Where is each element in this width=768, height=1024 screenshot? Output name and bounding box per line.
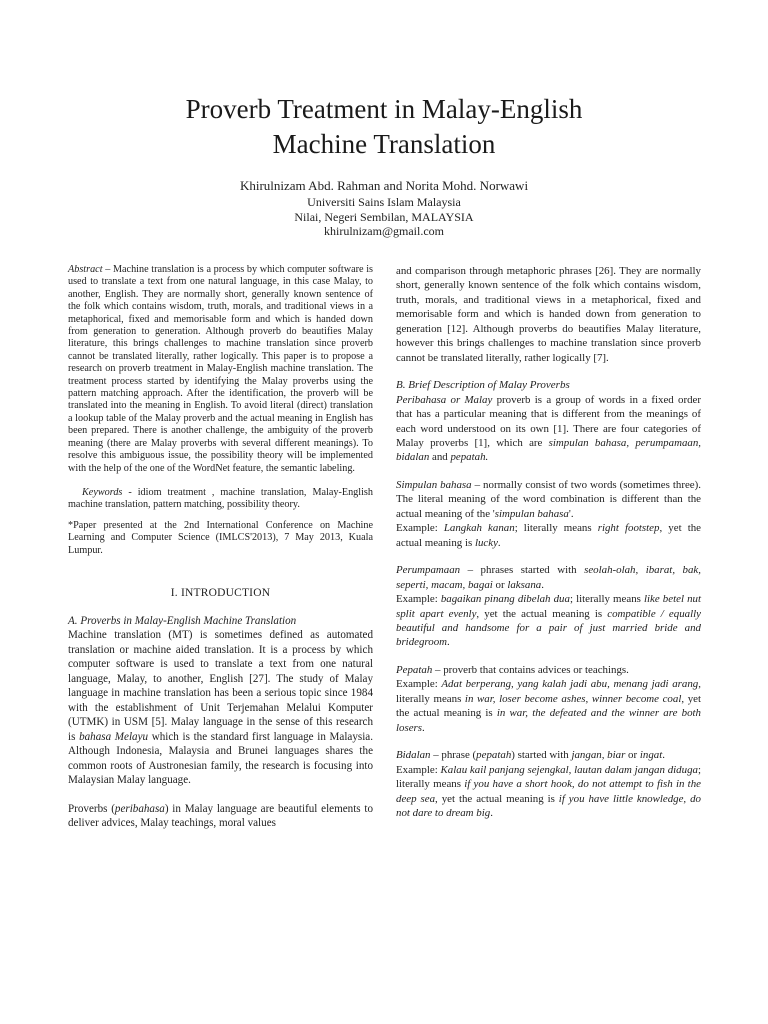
italic-term: compatible / equally beautiful and handsome for a pair of just married bride and bridegroom (396, 607, 701, 649)
abstract-label: Abstract (68, 264, 103, 275)
intro-paragraph-1 (68, 628, 373, 788)
italic-term: Adat berperang, yang kalah jadi abu, menang jadi arang (441, 678, 699, 691)
intro-text: Proverbs ( (68, 802, 115, 815)
body-text: Example: (396, 763, 441, 776)
body-text: Example: (396, 522, 444, 535)
italic-term: ingat (639, 749, 663, 762)
author-location: Nilai, Negeri Sembilan, MALAYSIA (294, 209, 474, 224)
pepatah-definition (396, 663, 701, 677)
bidalan-definition (396, 748, 701, 762)
body-text: – proverb that contains advices or teachings. (432, 663, 629, 676)
body-text: ; literally means (569, 593, 644, 606)
title-line-2: Machine Translation (272, 129, 496, 159)
italic-term: right footstep (597, 522, 660, 535)
italic-term: pepatah. (450, 451, 489, 464)
abstract-text: – Machine translation is a process by which computer software is used to translate a text from one natural language, in this case Malay, to another, English. They are normally short, generally known sentence of the folk which contains wisdom, truth, morals, and traditional views in a metaphorical, fixed and memorisable form and which is handed down from generation to generation. Although proverb do beautifies Malay literature, this brings challenges to machine translation since proverb cannot be translated literally, rather logically. This paper is to propose a research on proverb treatment in Malay-English machine translation. The treatment process started by identifying the Malay proverbs using the pattern matching approach. After the identification, the proverb will be translated into the meaning in English. To avoid literal (direct) translation a lookup table of the Malay proverb and the actual meaning in English has been prepared. There is another challenge, the ambiguity of the proverb meaning (there are Malay proverbs with several different meanings). To resolve this ambiguous issue, the possibility theory will be implemented with the help of the one of the WordNet feature, the semantic labeling. (68, 264, 373, 474)
italic-term: if you have a short hook, do not attempt to fish in the deep sea (396, 778, 701, 805)
author-block (100, 177, 668, 239)
perumpamaan-example (396, 592, 701, 650)
body-text: . (662, 749, 665, 762)
italic-term: Pepatah (396, 663, 433, 676)
body-text: Example: (396, 678, 442, 691)
italic-term: laksana (507, 578, 542, 591)
italic-term: Kalau kail panjang sejengkal, lautan dalam jangan diduga (440, 763, 698, 776)
simpulan-bahasa-definition (396, 478, 701, 521)
intro-italic: bahasa Melayu (79, 730, 149, 743)
italic-term: if you have little knowledge, do not dare to dream big (396, 792, 701, 819)
body-text: , yet the actual meaning is (396, 522, 701, 549)
intro-paragraph-2 (68, 802, 373, 831)
keywords-text: - idiom treatment , machine translation, Malay-English machine translation, pattern matching, possibility theory. (68, 486, 373, 511)
italic-term: Peribahasa or Malay (396, 393, 493, 406)
body-text: ; literally means (514, 522, 598, 535)
intro-italic: peribahasa (114, 802, 165, 815)
author-email: khirulnizam@gmail.com (323, 224, 445, 238)
body-text: . (541, 578, 544, 591)
body-text: . (422, 721, 425, 734)
right-column (396, 264, 701, 820)
paper-title (100, 92, 668, 162)
body-text: or (625, 749, 640, 762)
italic-term: in war, the defeated and the winner are both losers (396, 707, 701, 734)
italic-term: in war, loser become ashes, winner become coal (464, 692, 682, 705)
body-text: – phrase ( (430, 749, 477, 762)
continued-paragraph: and comparison through metaphoric phrases [26]. They are normally short, generally known sentence of the folk which contains wisdom, truth, morals, and traditional views in a metaphorical, fixed and memorisable form and which is handed down from generation to generation [12]. Although proverbs do beautifies Malay literature, however this brings challenges to machine translation since proverb cannot be translated literally, rather logically [7]. (396, 265, 701, 364)
pepatah-example (396, 677, 701, 735)
author-names: Khirulnizam Abd. Rahman and Norita Mohd. Norwawi (239, 178, 529, 193)
intro-text: ) in Malay language are beautiful elements to deliver advices, Malay teachings, moral values (68, 802, 373, 830)
categories-paragraph (396, 393, 701, 465)
keywords-label: Keywords (82, 486, 123, 498)
italic-term: pepatah (476, 749, 512, 762)
simpulan-bahasa-example (396, 521, 701, 550)
italic-term: simpulan bahasa (494, 507, 569, 520)
intro-text: Machine translation (MT) is sometimes defined as automated translation or machine aided translation. It is a process by which computer software is used to translate a text from one natural language, Malay, to another, English [27]. The study of Malay language in machine translation has been a serious topic since 1984 with the establishment of Unit Terjemahan Melalui Komputer (UTMK) in USM [5]. Malay language in the sense of this research is (68, 629, 373, 743)
body-text: , literally means (396, 678, 701, 705)
body-text: ) started with (511, 749, 572, 762)
italic-term: simpulan bahasa, perumpamaan, bidalan (396, 437, 701, 464)
body-text: . (490, 807, 493, 819)
subsection-heading-b: B. Brief Description of Malay Proverbs (396, 379, 570, 392)
body-text: '. (568, 507, 574, 520)
body-text: , yet the actual meaning is (476, 607, 608, 620)
bidalan-example (396, 763, 701, 821)
italic-term: lucky (474, 536, 498, 549)
body-text: and (429, 451, 451, 464)
italic-term: Simpulan bahasa (396, 478, 472, 491)
body-text: , yet the actual meaning is (396, 692, 701, 720)
left-column (68, 264, 373, 831)
keywords (68, 487, 373, 512)
body-text: – phrases started with (460, 564, 585, 577)
italic-term: Perumpamaan (396, 564, 461, 577)
body-text: – normally consist of two words (sometimes three). The literal meaning of the word combination is different than the actual meaning of the ' (396, 478, 701, 520)
italic-term: Bidalan (396, 749, 431, 762)
subsection-heading-a: A. Proverbs in Malay-English Machine Translation (68, 614, 297, 627)
italic-term: Langkah kanan (443, 522, 515, 535)
section-heading-introduction: I. INTRODUCTION (170, 586, 271, 599)
body-text: ; literally means (396, 763, 701, 791)
title-line-1: Proverb Treatment in Malay-English (185, 94, 583, 124)
intro-text: which is the standard first language in Malaysia. Although Indonesia, Malaysia and Brunei languages shares the common roots of Austronesian family, the research is focusing into Malaysian Malay language. (68, 730, 373, 787)
body-text: Example: (396, 593, 441, 606)
italic-term: like betel nut split apart evenly (396, 593, 701, 620)
body-text: or (492, 578, 508, 591)
body-text: . (497, 536, 501, 549)
abstract (68, 264, 373, 475)
italic-term: bagaikan pinang dibelah dua (440, 593, 570, 606)
footnote: *Paper presented at the 2nd International Conference on Machine Learning and Computer Science (IMLCS'2013), 7 May 2013, Kuala Lumpur. (68, 519, 373, 556)
body-text: , yet the actual meaning is (435, 792, 559, 805)
italic-term: jangan, biar (571, 749, 626, 762)
italic-term: seolah-olah, ibarat, bak, seperti, macam, bagai (396, 564, 701, 591)
body-text: proverb is a group of words in a fixed order that has a particular meaning that is different from the meanings of each word understood on its own [1]. There are four categories of Malay proverbs [1], which are (396, 393, 701, 450)
perumpamaan-definition (396, 563, 701, 592)
author-affiliation: Universiti Sains Islam Malaysia (307, 195, 461, 209)
body-text: . (447, 636, 450, 649)
